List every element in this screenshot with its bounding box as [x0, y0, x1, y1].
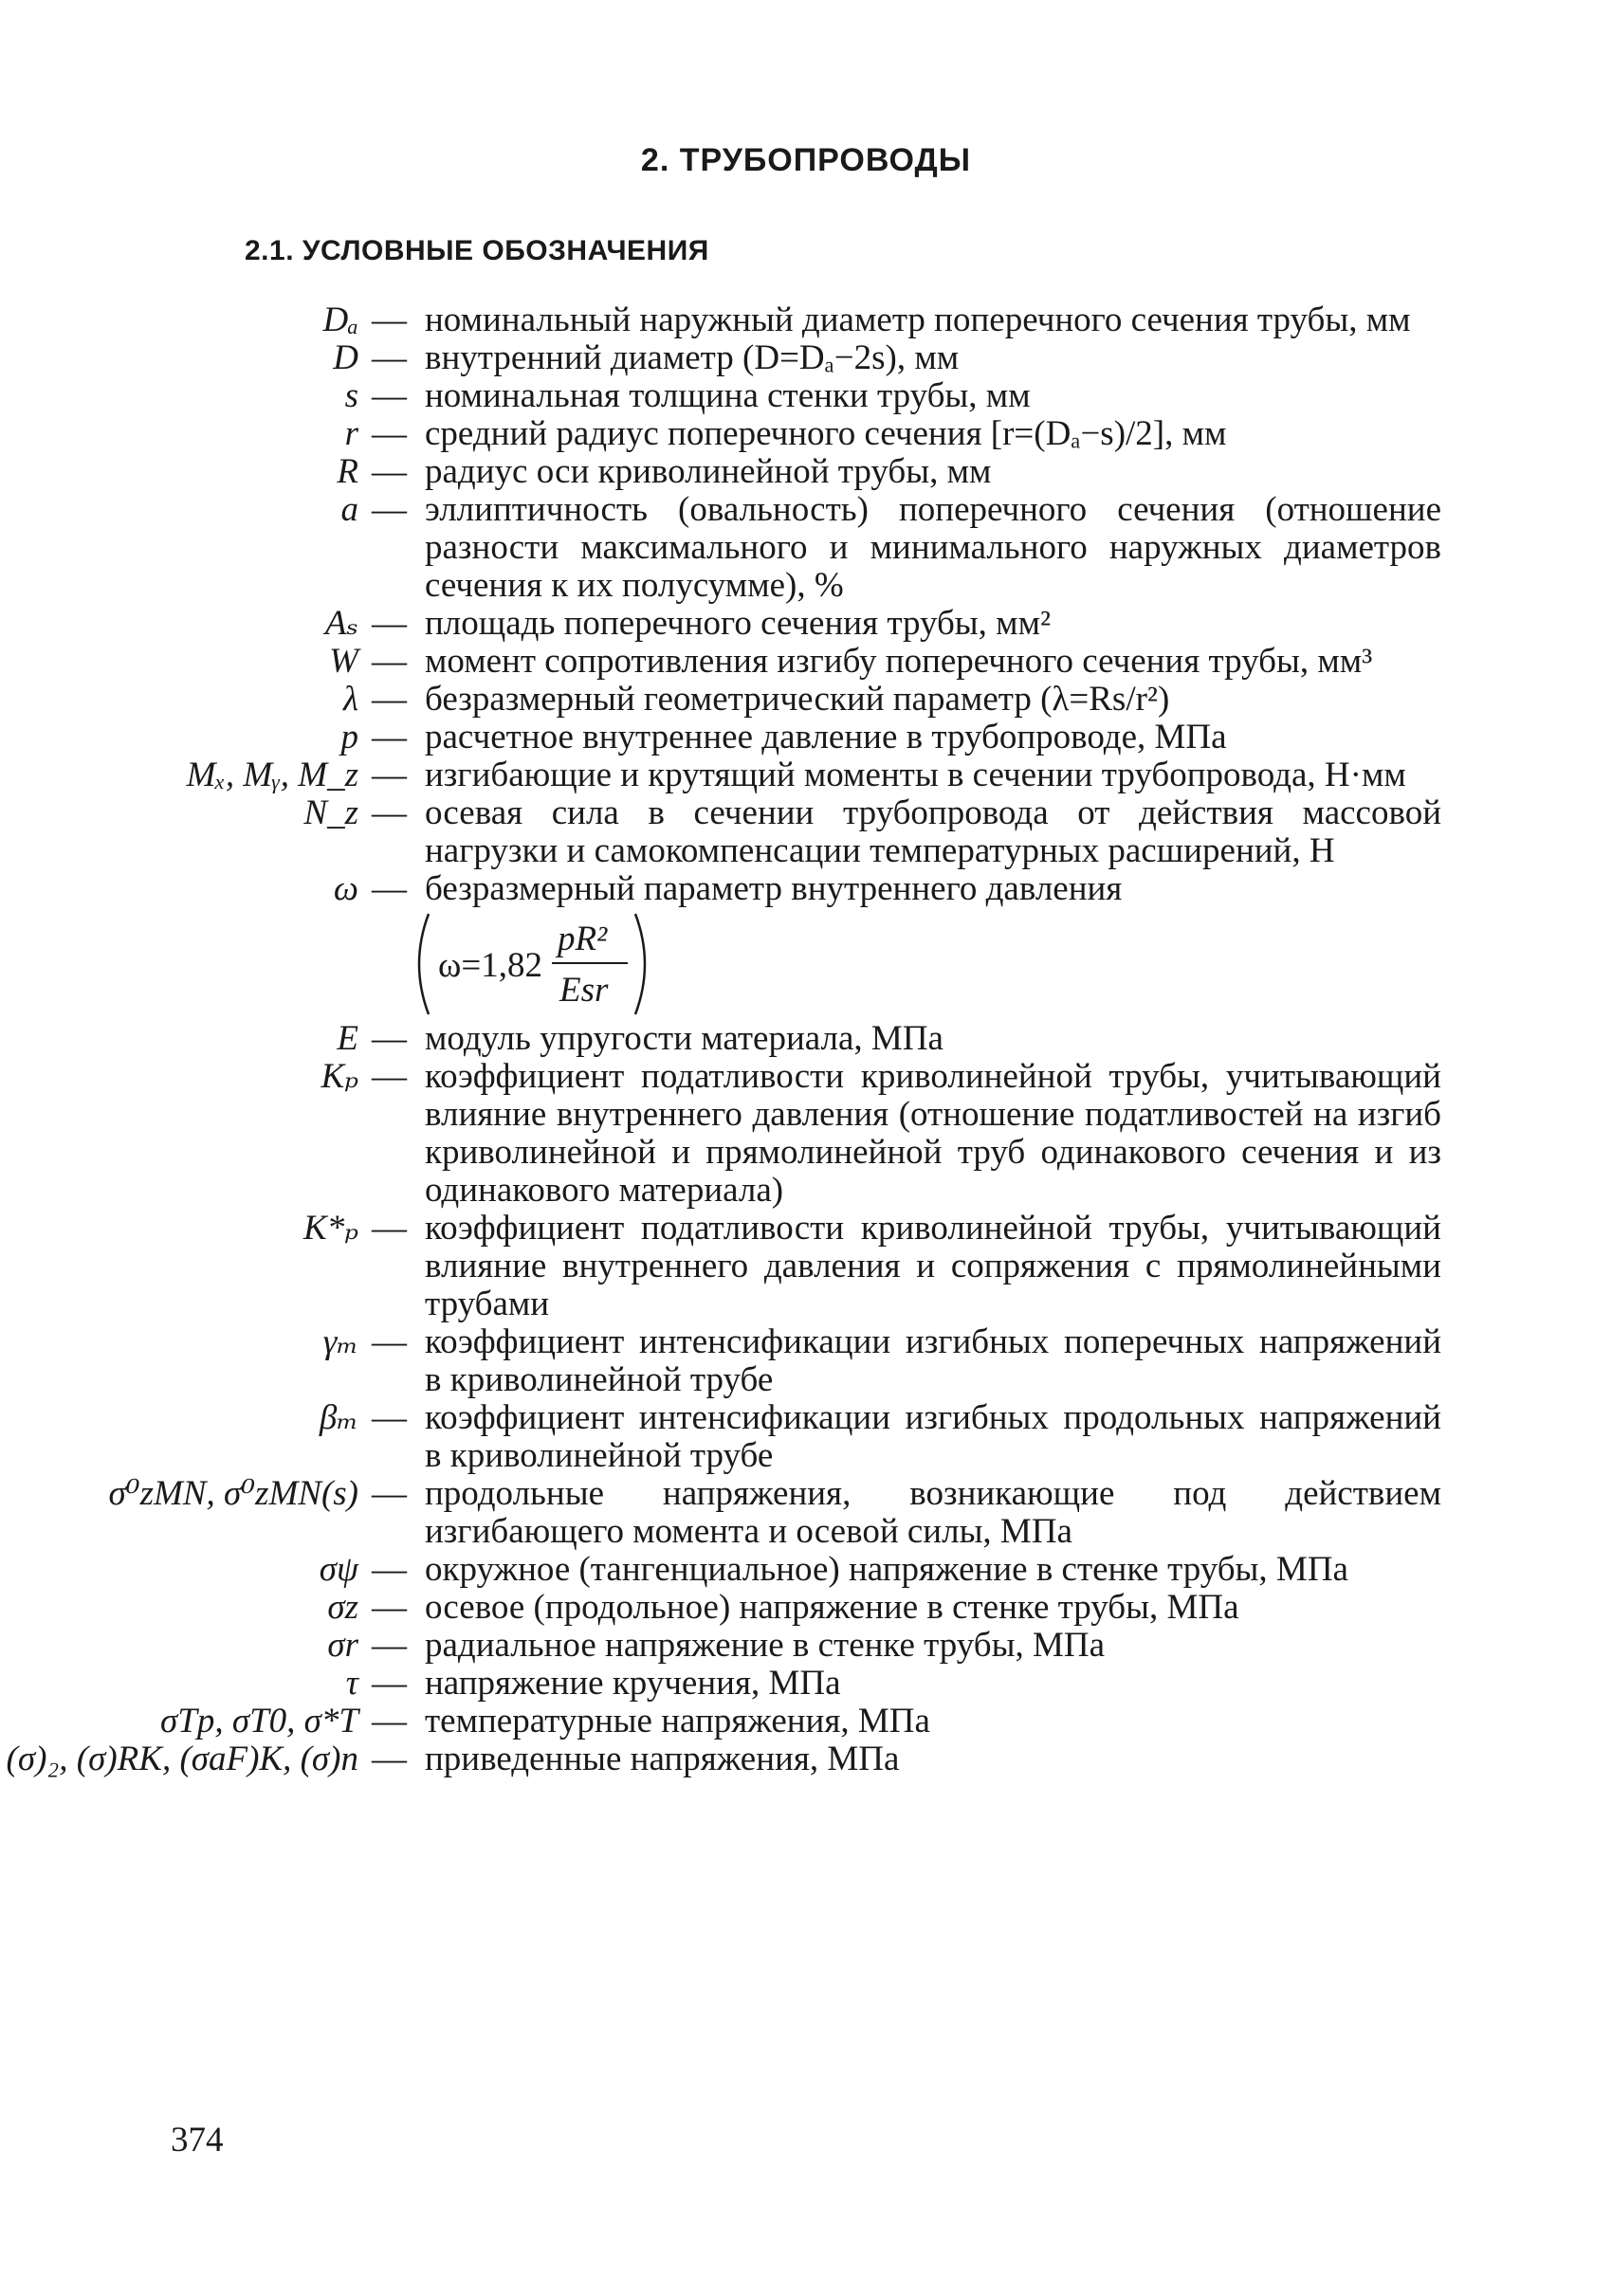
notation-text: площадь поперечного сечения трубы, мм²: [425, 604, 1052, 643]
right-paren-icon: [635, 914, 645, 1014]
formula-denominator: Esr: [559, 971, 609, 1010]
notation-text: расчетное внутреннее давление в трубопроводе, МПа: [425, 718, 1227, 756]
em-dash: —: [372, 1588, 407, 1627]
em-dash: —: [372, 793, 407, 832]
notation-text: безразмерный параметр внутреннего давления: [425, 869, 1123, 908]
notation-entry: [0, 415, 1612, 453]
notation-symbol: (σ)₂, (σ)RK, (σaF)K, (σ)n: [6, 1740, 358, 1778]
notation-text: эллиптичность (овальность) поперечного сечения (отношение разности максимального и минимального наружных диаметров сечения к их полусумме), %: [425, 490, 1441, 605]
em-dash: —: [372, 1019, 407, 1058]
em-dash: —: [372, 756, 407, 794]
notation-entry: [0, 1020, 1612, 1058]
notation-entry: [0, 1210, 1612, 1323]
em-dash: —: [372, 338, 407, 377]
notation-text: продольные напряжения, возникающие под действием изгибающего момента и осевой силы, МПа: [425, 1474, 1441, 1551]
notation-text: изгибающие и крутящий моменты в сечении трубопровода, Н·мм: [425, 756, 1406, 794]
notation-entry: [0, 756, 1612, 794]
section-title: 2.1. УСЛОВНЫЕ ОБОЗНАЧЕНИЯ: [245, 235, 709, 266]
chapter-title: 2. ТРУБОПРОВОДЫ: [640, 142, 972, 178]
notation-symbol: γₘ: [322, 1322, 358, 1361]
page-number: 374: [171, 2121, 224, 2159]
notation-entry: [0, 870, 1612, 908]
notation-entry: [0, 681, 1612, 719]
notation-text: радиус оси криволинейной трубы, мм: [425, 452, 992, 491]
notation-text: номинальная толщина стенки трубы, мм: [425, 376, 1031, 415]
notation-symbol: σz: [327, 1588, 358, 1627]
notation-symbol: E: [337, 1019, 358, 1058]
em-dash: —: [372, 1702, 407, 1740]
notation-text: осевое (продольное) напряжение в стенке трубы, МПа: [425, 1588, 1239, 1627]
notation-entry: [0, 301, 1612, 339]
em-dash: —: [372, 1322, 407, 1361]
notation-entry: [0, 1323, 1612, 1399]
em-dash: —: [372, 1398, 407, 1437]
notation-symbol: σ⁰zMN, σ⁰zMN(s): [108, 1474, 358, 1513]
notation-text: коэффициент податливости криволинейной трубы, учитывающий влияние внутреннего давления (отношение податливостей на изгиб криволинейной и прямолинейной труб одинакового сечения и из одинакового материала): [425, 1057, 1441, 1210]
notation-text: осевая сила в сечении трубопровода от действия массовой нагрузки и самокомпенсации температурных расширений, Н: [425, 793, 1441, 870]
notation-symbol: K*ₚ: [303, 1209, 358, 1248]
notation-entry: [0, 491, 1612, 605]
notation-symbol: R: [337, 452, 358, 491]
notation-text: средний радиус поперечного сечения [r=(Dₐ−s)/2], мм: [425, 414, 1227, 453]
notation-symbol: σψ: [319, 1550, 358, 1589]
notation-symbol: W: [329, 642, 358, 681]
formula-graphic: [408, 908, 692, 1020]
em-dash: —: [372, 604, 407, 643]
notation-text: коэффициент интенсификации изгибных продольных напряжений в криволинейной трубе: [425, 1398, 1441, 1475]
notation-symbol: s: [344, 376, 358, 415]
notation-entry: [0, 1475, 1612, 1551]
em-dash: —: [372, 376, 407, 415]
notation-symbol: D: [333, 338, 358, 377]
notation-symbol: ω: [333, 869, 358, 908]
notation-symbol: Dₐ: [322, 301, 358, 339]
em-dash: —: [372, 1550, 407, 1589]
notation-symbol: Mₓ, Mᵧ, M_z: [186, 756, 358, 794]
omega-formula: [408, 908, 1612, 1020]
notation-symbol: τ: [345, 1664, 358, 1703]
notation-symbol: βₘ: [319, 1398, 358, 1437]
em-dash: —: [372, 1740, 407, 1778]
em-dash: —: [372, 869, 407, 908]
em-dash: —: [372, 414, 407, 453]
notation-symbol: Aₛ: [324, 604, 358, 643]
notation-entry: [0, 1399, 1612, 1475]
notation-text: модуль упругости материала, МПа: [425, 1019, 943, 1058]
notation-text: температурные напряжения, МПа: [425, 1702, 930, 1740]
notation-entry: [0, 1740, 1612, 1778]
notation-entry: [0, 1589, 1612, 1627]
em-dash: —: [372, 1057, 407, 1096]
notation-symbol: p: [340, 718, 358, 756]
em-dash: —: [372, 1626, 407, 1665]
notation-entry: [0, 605, 1612, 643]
notation-symbol: r: [344, 414, 358, 453]
notation-text: приведенные напряжения, МПа: [425, 1740, 900, 1778]
em-dash: —: [372, 490, 407, 529]
notation-entry: [0, 1627, 1612, 1665]
em-dash: —: [372, 680, 407, 719]
notation-text: момент сопротивления изгибу поперечного сечения трубы, мм³: [425, 642, 1373, 681]
em-dash: —: [372, 642, 407, 681]
notation-symbol: N_z: [303, 793, 358, 832]
notation-entry: [0, 377, 1612, 415]
notation-symbol: σTp, σT0, σ*T: [160, 1702, 358, 1740]
notation-text: напряжение кручения, МПа: [425, 1664, 841, 1703]
notation-text: коэффициент интенсификации изгибных поперечных напряжений в криволинейной трубе: [425, 1322, 1441, 1399]
formula-numerator: pR²: [558, 920, 608, 958]
notation-text: радиальное напряжение в стенке трубы, МПа: [425, 1626, 1106, 1665]
notation-symbol: σr: [327, 1626, 358, 1665]
notation-entry: [0, 339, 1612, 377]
formula-lhs: ω=1,82: [438, 946, 542, 985]
notation-text: коэффициент податливости криволинейной трубы, учитывающий влияние внутреннего давления и сопряжения с прямолинейными трубами: [425, 1209, 1441, 1323]
notation-entry: [0, 1665, 1612, 1703]
em-dash: —: [372, 452, 407, 491]
em-dash: —: [372, 301, 407, 339]
em-dash: —: [372, 1664, 407, 1703]
notation-entry: [0, 1058, 1612, 1210]
em-dash: —: [372, 1209, 407, 1248]
em-dash: —: [372, 1474, 407, 1513]
notation-entry: [0, 794, 1612, 870]
notation-text: внутренний диаметр (D=Dₐ−2s), мм: [425, 338, 960, 377]
notation-list: [0, 301, 1612, 1778]
notation-entry: [0, 1551, 1612, 1589]
notation-text: безразмерный геометрический параметр (λ=Rs/r²): [425, 680, 1170, 719]
notation-entry: [0, 719, 1612, 756]
notation-symbol: λ: [342, 680, 358, 719]
notation-symbol: a: [340, 490, 358, 529]
em-dash: —: [372, 718, 407, 756]
notation-entry: [0, 453, 1612, 491]
notation-text: номинальный наружный диаметр поперечного сечения трубы, мм: [425, 301, 1411, 339]
left-paren-icon: [419, 914, 429, 1014]
notation-symbol: Kₚ: [321, 1057, 358, 1096]
notation-entry: [0, 643, 1612, 681]
notation-text: окружное (тангенциальное) напряжение в стенке трубы, МПа: [425, 1550, 1348, 1589]
notation-entry: [0, 1703, 1612, 1740]
